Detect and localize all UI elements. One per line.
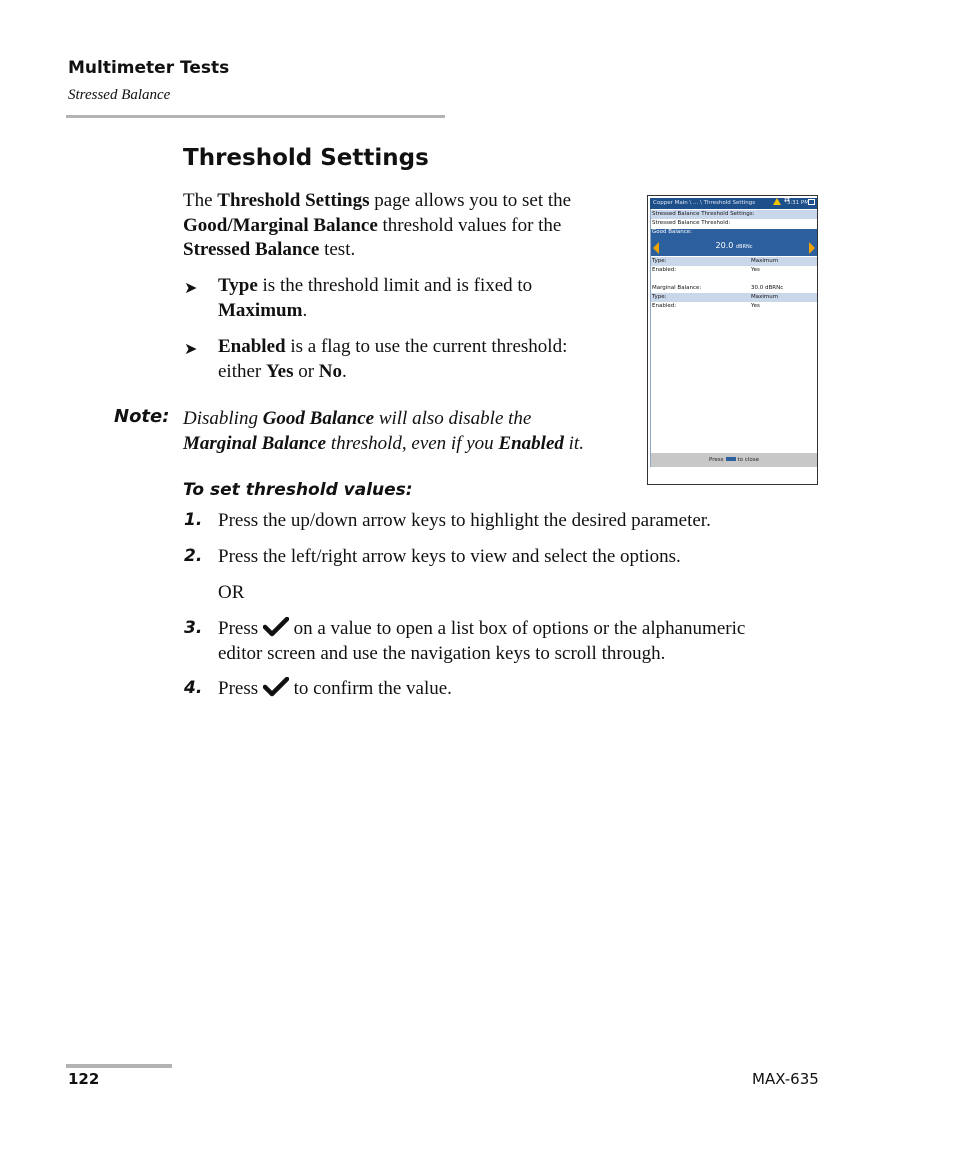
step-span: Press <box>218 678 263 699</box>
bullet-arrow-icon: ➤ <box>184 339 198 358</box>
screenshot-row[interactable] <box>651 302 817 311</box>
bullet-item-enabled <box>218 335 628 384</box>
intro-bold-term: Good/Marginal Balance <box>183 214 378 236</box>
sync-icon: ⇄ <box>784 196 790 204</box>
screenshot-row[interactable] <box>651 266 817 275</box>
footer-rule <box>66 1064 172 1068</box>
row-value: 30.0 dBRNc <box>751 285 784 291</box>
note-bold-term: Good Balance <box>262 408 375 429</box>
bullet-arrow-icon: ➤ <box>184 278 198 297</box>
bullet-bold-term: Maximum <box>218 299 303 321</box>
screenshot-row[interactable] <box>651 284 817 293</box>
screenshot-clock: 3:31 PM <box>786 200 809 206</box>
row-label: Type: <box>652 294 667 300</box>
row-value: Yes <box>751 303 760 309</box>
step-number: 3. <box>184 618 203 638</box>
step-span: to confirm the value. <box>288 678 452 699</box>
bullet-text: either <box>218 360 267 382</box>
row-label: Marginal Balance: <box>652 285 702 291</box>
note-bold-term: Enabled <box>498 432 564 454</box>
intro-text: test. <box>319 239 356 260</box>
document-name: MAX-635 <box>752 1070 819 1088</box>
step-text <box>218 677 828 702</box>
footer-text: to close <box>737 457 759 463</box>
running-header-chapter: Multimeter Tests <box>68 58 230 78</box>
bullet-bold-term: No <box>318 360 343 382</box>
note-label: Note: <box>114 406 170 427</box>
intro-text: threshold values for the <box>377 214 562 236</box>
row-label: Stressed Balance Threshold: <box>652 220 731 226</box>
screenshot-title: Copper Main \ ... \ Threshold Settings <box>653 200 756 206</box>
footer-text: Press <box>709 457 724 463</box>
row-label: Enabled: <box>652 303 677 309</box>
row-value: Maximum <box>751 294 779 300</box>
row-value: Yes <box>751 267 760 273</box>
battery-icon <box>808 199 815 205</box>
note-span: it. <box>563 432 584 454</box>
bullet-bold-term: Enabled <box>218 336 286 357</box>
step-span: Press <box>218 618 263 639</box>
bullet-bold-term: Type <box>218 275 258 296</box>
procedure-title: To set threshold values: <box>183 480 413 500</box>
screenshot-footer <box>651 453 817 467</box>
note-span: threshold, even if you <box>326 432 499 454</box>
intro-text: The <box>183 190 218 211</box>
step-text: Press the left/right arrow keys to view and select the options. <box>218 546 681 567</box>
good-balance-selector[interactable] <box>651 229 817 256</box>
bullet-text: . <box>302 299 308 321</box>
note-bold-term: Marginal Balance <box>183 432 327 454</box>
step-span: editor screen and use the navigation keys to scroll through. <box>218 642 666 664</box>
step-span: on a value to open a list box of options or the alphanumeric <box>288 618 746 639</box>
step-number: 1. <box>184 510 203 530</box>
step-number: 2. <box>184 546 203 566</box>
screenshot-row[interactable] <box>651 257 817 266</box>
intro-bold-term: Threshold Settings <box>217 190 370 211</box>
device-screenshot <box>647 195 818 485</box>
checkmark-icon <box>263 677 289 697</box>
step-text <box>218 617 828 666</box>
row-label: Enabled: <box>652 267 677 273</box>
bullet-text: is the threshold limit and is fixed to <box>257 275 533 296</box>
back-arrow-icon <box>726 457 736 461</box>
screenshot-section-label <box>651 210 817 219</box>
good-balance-number: 20.0 <box>715 241 734 250</box>
right-arrow-icon[interactable] <box>809 242 815 254</box>
page-number: 122 <box>68 1070 100 1088</box>
intro-bold-term: Stressed Balance <box>183 239 320 260</box>
good-balance-value <box>651 241 817 250</box>
warning-icon <box>773 198 781 205</box>
bullet-text: is a flag to use the current threshold: <box>285 336 568 357</box>
bullet-item-type <box>218 274 628 323</box>
header-rule <box>66 115 445 118</box>
intro-paragraph <box>183 189 633 263</box>
note-text <box>183 407 633 456</box>
note-span: will also disable the <box>374 408 532 429</box>
step-text: Press the up/down arrow keys to highlight the desired parameter. <box>218 510 711 531</box>
step-number: 4. <box>184 678 203 698</box>
row-value: Maximum <box>751 258 779 264</box>
section-heading: Threshold Settings <box>183 145 429 171</box>
note-span: Disabling <box>183 408 263 429</box>
row-label: Stressed Balance Threshold Settings: <box>652 211 755 217</box>
intro-text: page allows you to set the <box>369 190 572 211</box>
screenshot-sub-label <box>651 219 817 228</box>
bullet-bold-term: Yes <box>266 360 294 382</box>
screenshot-titlebar <box>650 198 817 209</box>
good-balance-unit: dBRNc <box>735 244 753 250</box>
good-balance-label: Good Balance: <box>652 229 693 235</box>
screenshot-row[interactable] <box>651 293 817 302</box>
row-label: Type: <box>652 258 667 264</box>
checkmark-icon <box>263 617 289 637</box>
bullet-text: . <box>342 360 347 382</box>
step-or: OR <box>218 582 245 603</box>
running-header-section: Stressed Balance <box>68 87 171 103</box>
bullet-text: or <box>293 360 319 382</box>
